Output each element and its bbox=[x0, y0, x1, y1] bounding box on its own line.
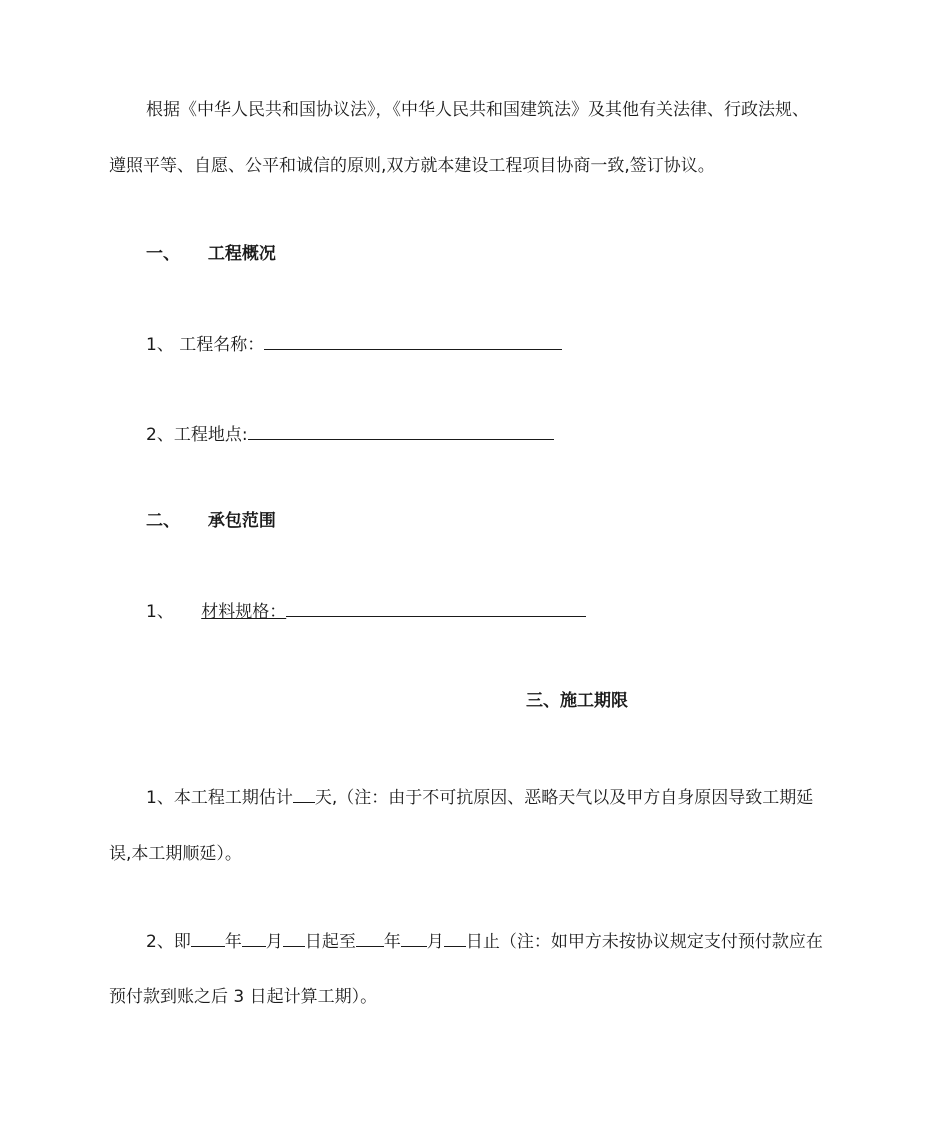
intro-line-1 bbox=[146, 98, 809, 122]
date-range-row-1 bbox=[146, 928, 823, 954]
material-spec-row bbox=[146, 598, 586, 624]
section-2-title: 承包范围 bbox=[207, 511, 276, 531]
date-range-note-end: 预付款到账之后 3 日起计算工期）。 bbox=[109, 987, 378, 1007]
project-location-blank[interactable] bbox=[248, 421, 554, 440]
duration-row-1 bbox=[146, 784, 813, 810]
end-day-label: 日止（注：如甲方未按协议规定支付预付款应在 bbox=[465, 932, 823, 952]
start-day-label: 日起至 bbox=[304, 932, 356, 952]
intro-text-1: 根据《中华人民共和国协议法》，《中华人民共和国建筑法》及其他有关法律、行政法规、 bbox=[146, 100, 809, 120]
duration-row-2 bbox=[109, 842, 242, 866]
end-year-label: 年 bbox=[383, 932, 401, 952]
start-month-label: 月 bbox=[265, 932, 283, 952]
section-3-heading bbox=[526, 689, 628, 713]
duration-note-end: 误,本工期顺延）。 bbox=[109, 844, 242, 864]
section-1-heading bbox=[146, 242, 276, 266]
section-1-number: 一、 bbox=[146, 244, 180, 264]
start-month-blank[interactable] bbox=[242, 928, 266, 947]
section-2-heading bbox=[146, 509, 276, 533]
project-location-label: 2、工程地点: bbox=[146, 425, 248, 445]
duration-prefix: 1、本工程工期估计 bbox=[146, 788, 293, 808]
end-month-blank[interactable] bbox=[401, 928, 427, 947]
project-name-row bbox=[146, 331, 562, 357]
intro-line-2 bbox=[109, 154, 715, 178]
project-location-row bbox=[146, 421, 554, 447]
section-1-title: 工程概况 bbox=[207, 244, 276, 264]
project-name-label: 1、 工程名称： bbox=[146, 335, 265, 355]
material-spec-number: 1、 bbox=[146, 602, 174, 622]
date-range-prefix: 2、即 bbox=[146, 932, 191, 952]
duration-days-blank[interactable] bbox=[293, 784, 315, 803]
end-month-label: 月 bbox=[426, 932, 444, 952]
material-spec-label: 材料规格： bbox=[201, 602, 287, 622]
intro-text-2: 遵照平等、自愿、公平和诚信的原则,双方就本建设工程项目协商一致,签订协议。 bbox=[109, 156, 715, 176]
end-year-blank[interactable] bbox=[356, 928, 384, 947]
duration-suffix: 天,（注：由于不可抗原因、恶略天气以及甲方自身原因导致工期延 bbox=[314, 788, 814, 808]
end-day-blank[interactable] bbox=[444, 928, 466, 947]
section-3-title: 三、施工期限 bbox=[526, 691, 628, 711]
start-year-blank[interactable] bbox=[191, 928, 225, 947]
project-name-blank[interactable] bbox=[264, 331, 562, 350]
material-spec-blank[interactable] bbox=[286, 598, 586, 617]
start-day-blank[interactable] bbox=[283, 928, 305, 947]
date-range-row-2 bbox=[109, 985, 377, 1009]
start-year-label: 年 bbox=[224, 932, 242, 952]
section-2-number: 二、 bbox=[146, 511, 180, 531]
